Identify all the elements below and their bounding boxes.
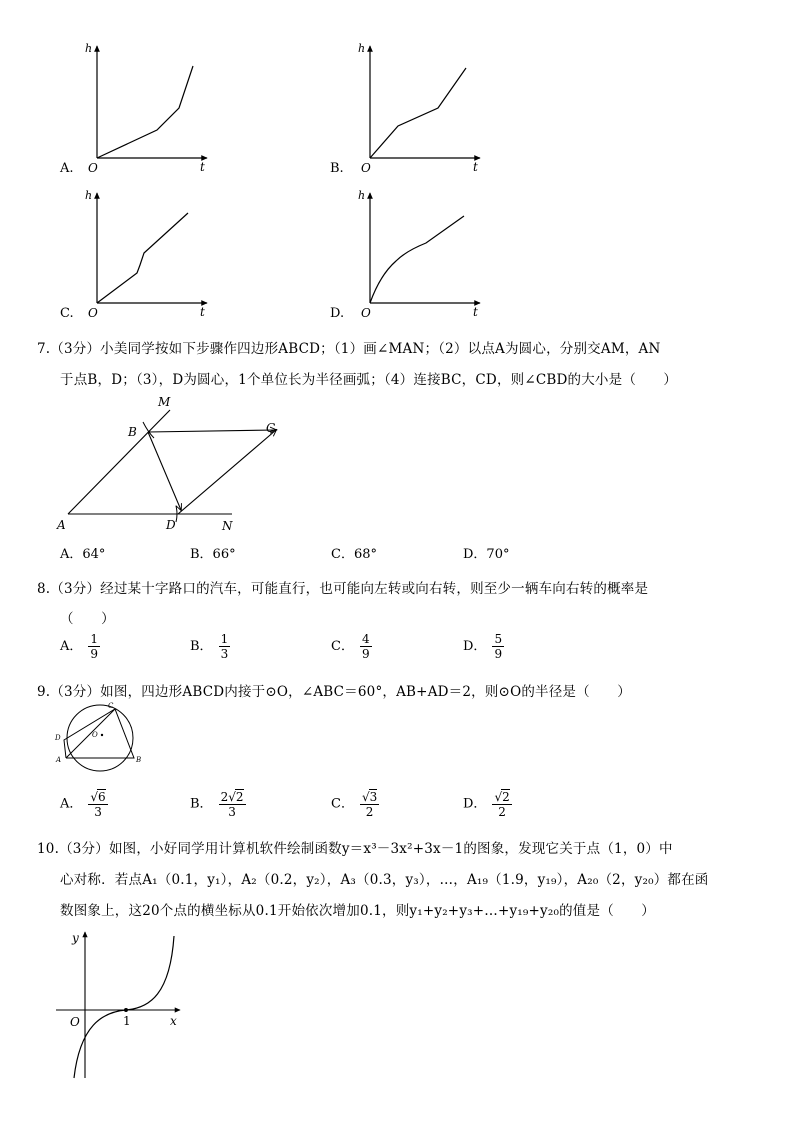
label-a: A	[57, 518, 66, 532]
q7-option-b[interactable]: B．66°	[190, 547, 236, 562]
label-b: B	[136, 756, 142, 764]
origin-label: O	[88, 161, 98, 175]
q8-stem-line1: 8.（3分）经过某十字路口的汽车，可能直行，也可能向左转或向右转，则至少一辆车向右转的概率是	[37, 581, 649, 597]
t-label: t	[200, 305, 205, 319]
q7-option-a[interactable]: A．64°	[60, 547, 106, 562]
graph-option-b	[328, 38, 498, 183]
h-t-curve	[370, 216, 464, 303]
diagonal-ac	[66, 709, 115, 758]
origin-label: O	[361, 161, 371, 175]
graph-option-a	[55, 38, 225, 183]
cubic-curve	[74, 936, 174, 1078]
label-c: C	[108, 702, 114, 710]
label-one: 1	[123, 1014, 131, 1028]
q7-stem-line1: 7.（3分）小美同学按如下步骤作四边形ABCD；（1）画∠MAN；（2）以点A为圆心，分别交AM，AN	[37, 341, 661, 357]
q10-function-graph	[52, 926, 202, 1086]
label-o: O	[92, 731, 98, 739]
q7-option-d[interactable]: D．70°	[463, 547, 510, 562]
origin-label: O	[361, 306, 371, 320]
t-label: t	[200, 160, 205, 174]
option-label-d: D.	[330, 306, 345, 321]
label-c: C	[266, 421, 276, 435]
q8-option-d[interactable]: D． $\frac{5}{9}$	[463, 632, 503, 661]
q9-figure	[52, 700, 152, 772]
ray-am	[68, 410, 170, 514]
q10-stem-line2: 心对称．若点A₁（0.1，y₁），A₂（0.2，y₂），A₃（0.3，y₃），…，A₁₉（1.9，y₁₉），A₂₀（2，y₂₀）都在函	[60, 872, 709, 888]
segment-bc	[148, 430, 276, 432]
option-label-b: B.	[330, 161, 344, 176]
t-label: t	[473, 160, 478, 174]
h-t-curve	[370, 68, 466, 158]
label-o: O	[70, 1015, 80, 1029]
q9-stem-line1: 9.（3分）如图，四边形ABCD内接于⊙O，∠ABC＝60°，AB+AD＝2，则⊙O的半径是（ ）	[37, 684, 631, 700]
h-label: h	[358, 189, 366, 202]
h-t-curve	[97, 66, 193, 158]
q9-option-c[interactable]: C． $\frac{√3}{2}$	[331, 790, 378, 819]
q8-option-a[interactable]: A． $\frac{1}{9}$	[60, 632, 99, 661]
label-d: D	[166, 518, 176, 532]
h-t-curve	[97, 213, 188, 303]
label-b: B	[128, 425, 137, 439]
q8-option-b[interactable]: B． $\frac{1}{3}$	[190, 632, 229, 661]
label-m: M	[158, 395, 171, 409]
q9-option-d[interactable]: D． $\frac{√2}{2}$	[463, 790, 510, 819]
q7-option-c[interactable]: C．68°	[331, 547, 377, 562]
q8-stem-line2: （ ）	[60, 611, 115, 627]
origin-label: O	[88, 306, 98, 320]
label-n: N	[222, 519, 233, 533]
segment-bd	[148, 432, 181, 510]
label-a: A	[56, 756, 62, 764]
t-label: t	[473, 305, 478, 319]
q10-stem-line3: 数图象上，这20个点的横坐标从0.1开始依次增加0.1，则y₁+y₂+y₃+…+y₁₉+y₂₀的值是（ ）	[60, 903, 655, 919]
h-label: h	[358, 42, 366, 55]
option-label-a: A.	[60, 161, 74, 176]
h-label: h	[85, 42, 93, 55]
option-label-c: C.	[60, 306, 74, 321]
label-x: x	[170, 1014, 177, 1028]
label-y: y	[72, 931, 79, 945]
segment-dc	[178, 430, 276, 514]
q7-figure	[50, 392, 300, 537]
q10-stem-line1: 10.（3分）如图，小好同学用计算机软件绘制函数y＝x³－3x²+3x－1的图象，发现它关于点（1，0）中	[37, 841, 673, 857]
q9-option-b[interactable]: B． $\frac{2√2}{3}$	[190, 790, 244, 819]
circle-o	[67, 705, 133, 771]
h-label: h	[85, 189, 93, 202]
center-dot	[101, 734, 103, 736]
point-1-0	[124, 1008, 128, 1012]
q7-stem-line2: 于点B，D；（3），D为圆心，1个单位长为半径画弧；（4）连接BC，CD，则∠CBD的大小是（ ）	[60, 372, 678, 388]
q8-option-c[interactable]: C． $\frac{4}{9}$	[331, 632, 370, 661]
q9-option-a[interactable]: A． $\frac{√6}{3}$	[60, 790, 106, 819]
graph-option-d	[328, 185, 498, 325]
graph-option-c	[55, 185, 225, 325]
label-d: D	[55, 734, 61, 742]
